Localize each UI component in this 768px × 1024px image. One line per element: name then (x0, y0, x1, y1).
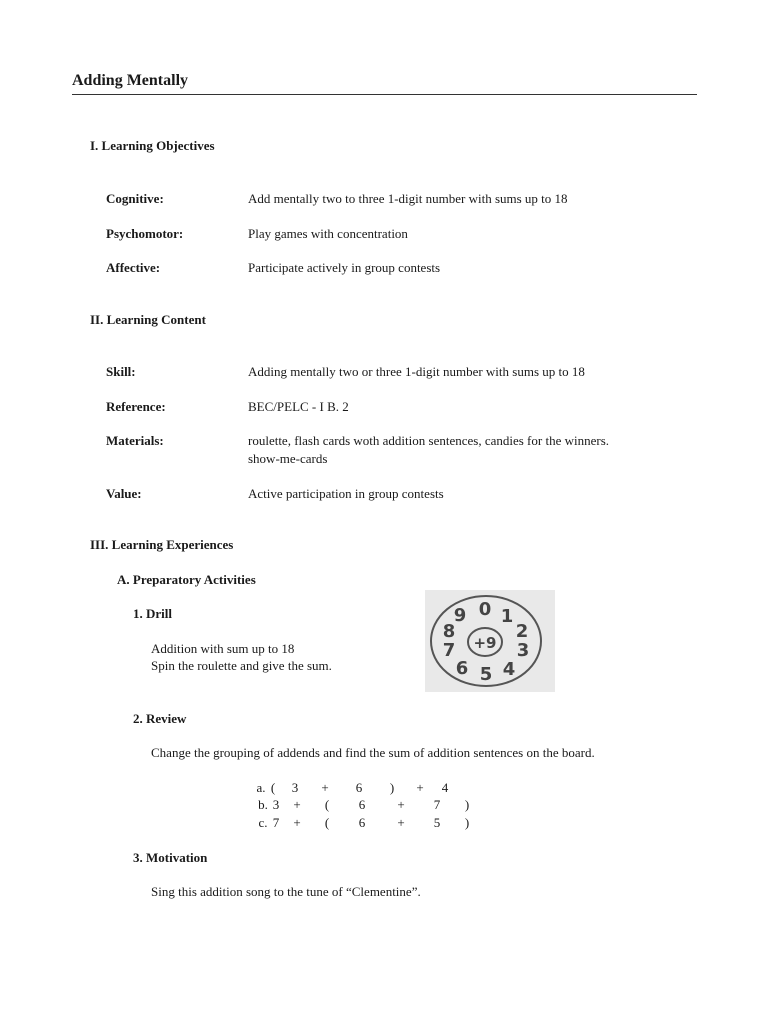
review-expression-b (256, 797, 480, 813)
expr-token: 6 (355, 780, 363, 795)
content-text-materials-line2: show-me-cards (248, 451, 328, 466)
objective-label-psychomotor: Psychomotor: (106, 226, 184, 241)
review-instructions: Change the grouping of addends and find the sum of addition sentences on the board. (151, 745, 595, 760)
content-label-materials: Materials: (106, 433, 164, 448)
expr-token: ( (324, 815, 330, 830)
roulette-image (425, 590, 555, 692)
expr-token: 3 (291, 780, 299, 795)
expr-token: ) (389, 780, 395, 795)
expr-token: + (397, 815, 405, 830)
expr-token: 7 (272, 815, 280, 830)
content-label-reference: Reference: (106, 399, 166, 414)
review-expression-a (256, 780, 456, 796)
content-label-value: Value: (106, 486, 142, 501)
roulette-center-label: +9 (473, 634, 497, 652)
expr-token: ) (464, 797, 470, 812)
content-heading: II. Learning Content (90, 312, 206, 327)
preparatory-activities-heading: A. Preparatory Activities (117, 572, 256, 587)
objective-label-cognitive: Cognitive: (106, 191, 164, 206)
expr-token: 3 (272, 797, 280, 812)
roulette-number-8: 8 (442, 621, 456, 642)
objective-text-affective: Participate actively in group contests (248, 260, 441, 275)
drill-line-1: Addition with sum up to 18 (151, 641, 295, 656)
expr-token: 7 (433, 797, 441, 812)
roulette-number-7: 7 (442, 640, 456, 661)
expr-token: b. (258, 797, 268, 812)
content-text-value: Active participation in group contests (248, 486, 444, 501)
content-label-skill: Skill: (106, 364, 136, 379)
roulette-number-4: 4 (502, 659, 516, 680)
roulette-number-6: 6 (455, 658, 469, 679)
expr-token: + (321, 780, 329, 795)
objective-text-psychomotor: Play games with concentration (248, 226, 408, 241)
objective-text-cognitive: Add mentally two to three 1-digit number with sums up to 18 (248, 191, 568, 206)
roulette-number-5: 5 (479, 664, 493, 685)
roulette-number-3: 3 (516, 640, 530, 661)
motivation-text: Sing this addition song to the tune of “Clementine”. (151, 884, 421, 899)
expr-token: + (293, 815, 301, 830)
roulette-number-9: 9 (453, 605, 467, 626)
drill-heading: 1. Drill (133, 606, 172, 621)
objective-label-affective: Affective: (106, 260, 161, 275)
content-text-reference: BEC/PELC - I B. 2 (248, 399, 349, 414)
review-heading: 2. Review (133, 711, 187, 726)
expr-token: ) (464, 815, 470, 830)
expr-token: + (416, 780, 424, 795)
expr-token: 5 (433, 815, 441, 830)
roulette-number-1: 1 (500, 606, 514, 627)
motivation-heading: 3. Motivation (133, 850, 208, 865)
title-rule (72, 94, 697, 95)
roulette-number-2: 2 (515, 621, 529, 642)
expr-token: 6 (358, 815, 366, 830)
objectives-heading: I. Learning Objectives (90, 138, 215, 153)
expr-token: 6 (358, 797, 366, 812)
document-title: Adding Mentally (72, 72, 189, 89)
expr-token: ( (270, 780, 276, 795)
expr-token: ( (324, 797, 330, 812)
content-text-materials: roulette, flash cards woth addition sentences, candies for the winners. (248, 433, 609, 448)
expr-token: a. (256, 780, 266, 795)
expr-token: c. (258, 815, 268, 830)
roulette-number-0: 0 (478, 599, 492, 620)
content-text-skill: Adding mentally two or three 1-digit number with sums up to 18 (248, 364, 585, 379)
experiences-heading: III. Learning Experiences (90, 537, 234, 552)
drill-line-2: Spin the roulette and give the sum. (151, 658, 332, 673)
expr-token: + (293, 797, 301, 812)
expr-token: + (397, 797, 405, 812)
expr-token: 4 (441, 780, 449, 795)
review-expression-c (256, 815, 480, 831)
